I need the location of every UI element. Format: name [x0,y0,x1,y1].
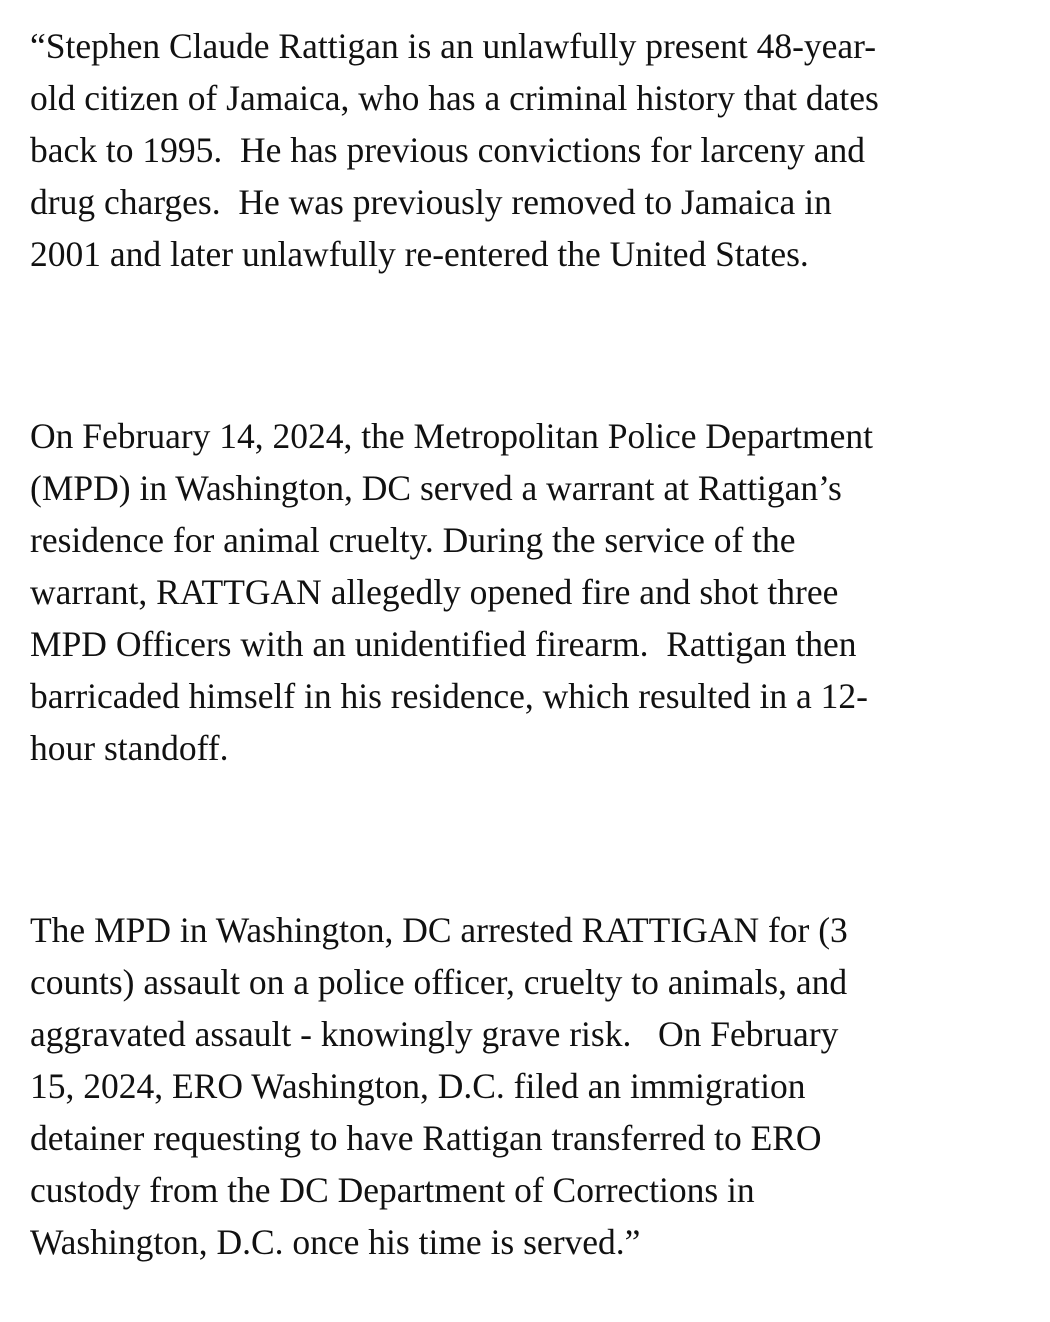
text-line: aggravated assault - knowingly grave risk. On February [30,1014,839,1054]
text-line: 15, 2024, ERO Washington, D.C. filed an immigration [30,1066,806,1106]
text-line: MPD Officers with an unidentified firearm. Rattigan then [30,624,857,664]
text-line: old citizen of Jamaica, who has a criminal history that dates [30,78,879,118]
text-line: (MPD) in Washington, DC served a warrant at Rattigan’s [30,468,842,508]
text-line: warrant, RATTGAN allegedly opened fire and shot three [30,572,839,612]
text-line: detainer requesting to have Rattigan transferred to ERO [30,1118,822,1158]
text-line: counts) assault on a police officer, cruelty to animals, and [30,962,848,1002]
paragraph-gap [30,280,1030,410]
text-line: hour standoff. [30,728,229,768]
text-line: “Stephen Claude Rattigan is an unlawfully present 48-year- [30,26,877,66]
text-line: Washington, D.C. once his time is served.” [30,1222,641,1262]
text-line: custody from the DC Department of Corrections in [30,1170,755,1210]
paragraph-gap [30,774,1030,904]
paragraph-background [30,20,1030,280]
text-line: barricaded himself in his residence, which resulted in a 12- [30,676,868,716]
text-line: residence for animal cruelty. During the service of the [30,520,796,560]
text-line: 2001 and later unlawfully re-entered the United States. [30,234,809,274]
text-line: drug charges. He was previously removed to Jamaica in [30,182,832,222]
paragraph-incident [30,410,1030,774]
paragraph-arrest [30,904,1030,1268]
document-body [30,20,1030,1268]
text-line: The MPD in Washington, DC arrested RATTIGAN for (3 [30,910,848,950]
text-line: On February 14, 2024, the Metropolitan Police Department [30,416,873,456]
text-line: back to 1995. He has previous convictions for larceny and [30,130,865,170]
